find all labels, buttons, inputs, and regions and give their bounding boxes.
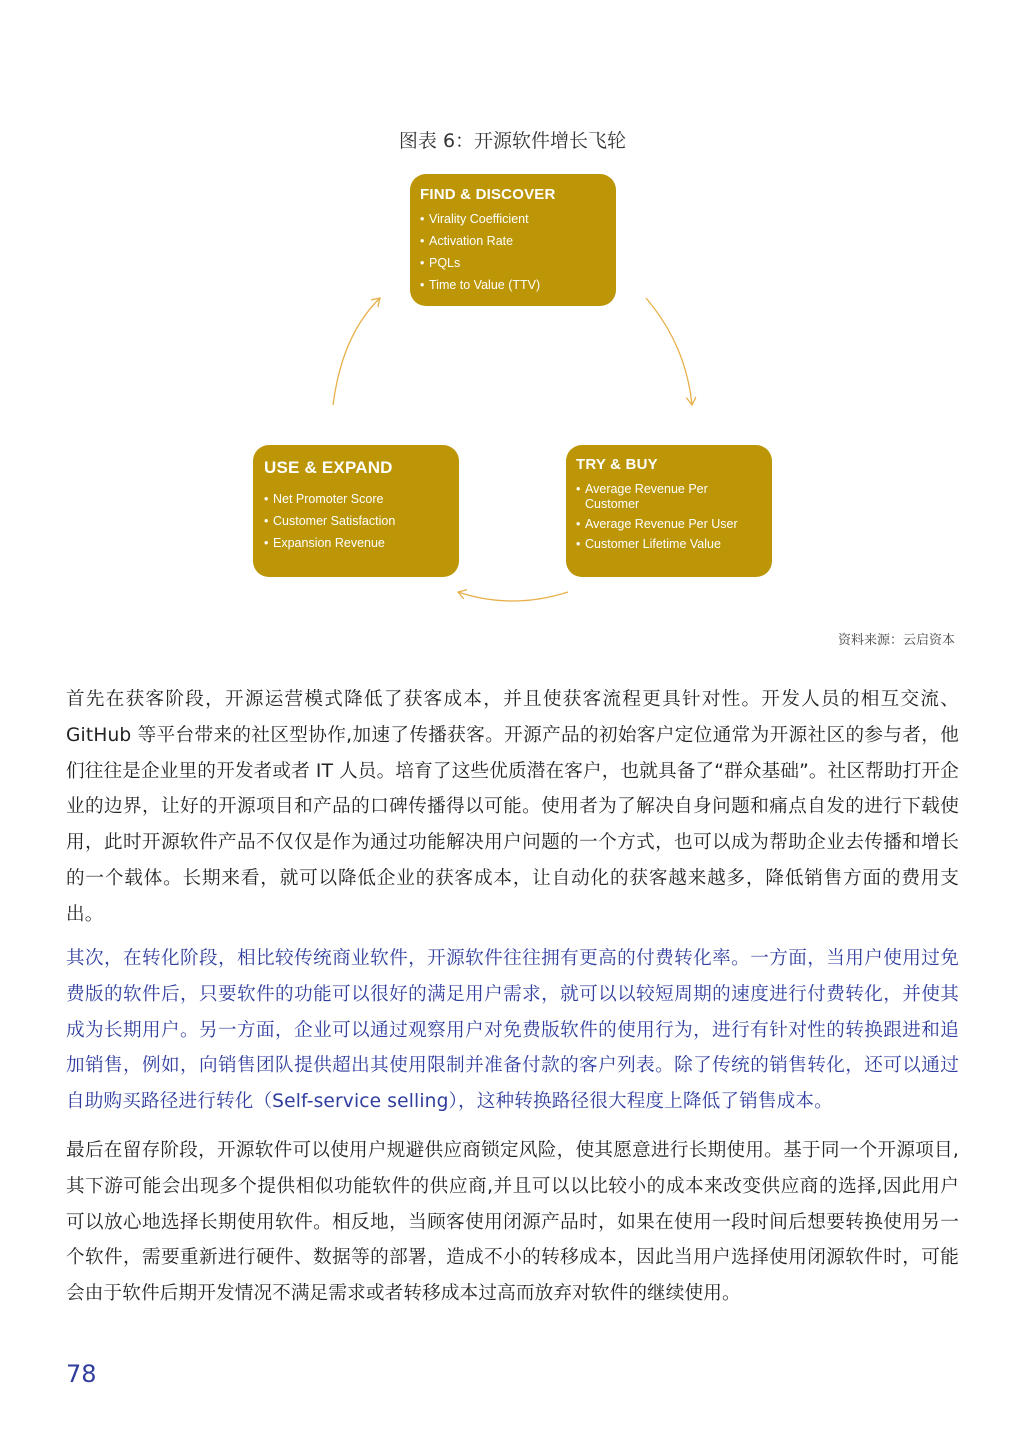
try-buy-item: • Customer Lifetime Value (576, 537, 762, 552)
try-buy-title: TRY & BUY (576, 456, 658, 473)
body-paragraph-3: 最后在留存阶段，开源软件可以使用户规避供应商锁定风险，使其愿意进行长期使用。基于同一个开源项目,其下游可能会出现多个提供相似功能软件的供应商,并且可以以比较小的成本来改变供应商的选择,因此用户可以放心地选择长期使用软件。相反地，当顾客使用闭源产品时，如果在使用一段时间后想要转换使用另一个软件，需要重新进行硬件、数据等的部署，造成不小的转移成本，因此当用户选择使用闭源软件时，可能会由于软件后期开发情况不满足需求或者转移成本过高而放弃对软件的继续使用。 (66, 1140, 959, 1305)
find-discover-title: FIND & DISCOVER (420, 186, 556, 203)
try-buy-item: • Average Revenue Per Customer (576, 482, 762, 512)
find-discover-list (420, 212, 606, 293)
try-buy-box (566, 445, 772, 577)
flywheel-arrows (0, 0, 1025, 620)
body-paragraph-1: 首先在获客阶段，开源运营模式降低了获客成本，并且使获客流程更具针对性。开发人员的相互交流、GitHub 等平台带来的社区型协作,加速了传播获客。开源产品的初始客户定位通常为开源社区的参与者，他们往往是企业里的开发者或者 IT 人员。培育了这些优质潜在客户，也就具备了“群众基础”。社区帮助打开企业的边界，让好的开源项目和产品的口碑传播得以可能。使用者为了解决自身问题和痛点自发的进行下载使用，此时开源软件产品不仅仅是作为通过功能解决用户问题的一个方式，也可以成为帮助企业去传播和增长的一个载体。长期来看，就可以降低企业的获客成本，让自动化的获客越来越多，降低销售方面的费用支出。 (66, 689, 959, 925)
figure-source: 资料来源：云启资本 (837, 633, 955, 648)
arrow-try-to-use (458, 592, 568, 601)
flywheel-diagram (0, 0, 1025, 620)
use-expand-box (253, 445, 459, 577)
find-discover-item: • Time to Value (TTV) (420, 278, 606, 293)
use-expand-item: • Customer Satisfaction (264, 514, 449, 529)
try-buy-list (576, 482, 762, 552)
arrow-find-to-try (646, 298, 692, 405)
arrow-use-to-find (333, 298, 380, 405)
use-expand-item: • Expansion Revenue (264, 536, 449, 551)
body-paragraph-2-highlighted: 其次，在转化阶段，相比较传统商业软件，开源软件往往拥有更高的付费转化率。一方面，当用户使用过免费版的软件后，只要软件的功能可以很好的满足用户需求，就可以以较短周期的速度进行付费转化，并使其成为长期用户。另一方面，企业可以通过观察用户对免费版软件的使用行为，进行有针对性的转换跟进和追加销售，例如，向销售团队提供超出其使用限制并准备付款的客户列表。除了传统的销售转化，还可以通过自助购买路径进行转化（Self-service selling），这种转换路径很大程度上降低了销售成本。 (66, 948, 959, 1113)
use-expand-list (264, 492, 449, 551)
use-expand-title: USE & EXPAND (264, 458, 393, 477)
find-discover-item: • PQLs (420, 256, 606, 271)
find-discover-box (410, 174, 616, 306)
find-discover-item: • Activation Rate (420, 234, 606, 249)
page-number: 78 (66, 1360, 97, 1388)
find-discover-item: • Virality Coefficient (420, 212, 606, 227)
figure-title: 图表 6：开源软件增长飞轮 (398, 130, 627, 152)
try-buy-item: • Average Revenue Per User (576, 517, 762, 532)
use-expand-item: • Net Promoter Score (264, 492, 449, 507)
